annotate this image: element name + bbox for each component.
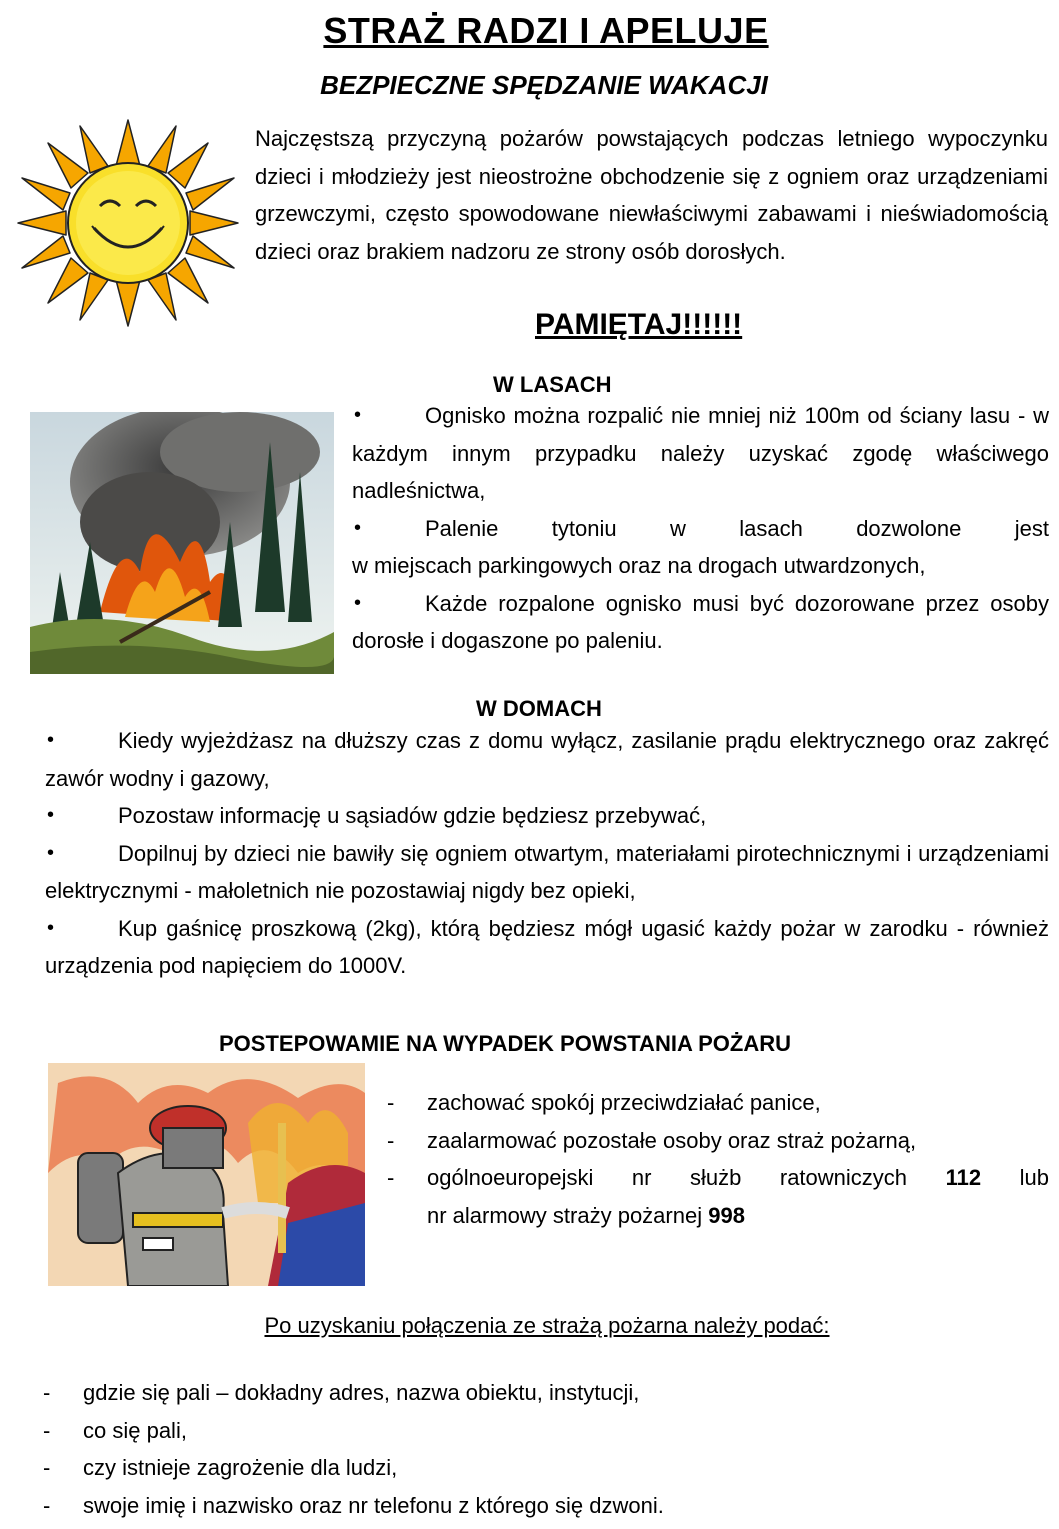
bullet-icon: •	[47, 841, 55, 864]
list-item: • Kiedy wyjeżdżasz na dłuższy czas z domu wyłącz, zasilanie prądu elektrycznego oraz zakręć zawór wodny i gazowy,	[45, 722, 1049, 797]
list-item: • Każde rozpalone ognisko musi być dozorowane przez osoby dorosłe i dogaszone po paleniu.	[352, 585, 1049, 660]
dash-icon: -	[43, 1492, 51, 1518]
list-item: - zachować spokój przeciwdziałać panice,	[387, 1084, 1049, 1122]
bullet-icon: •	[47, 804, 55, 826]
dash-icon: -	[43, 1380, 51, 1405]
list-item: • Pozostaw informację u sąsiadów gdzie będziesz przebywać,	[45, 797, 1049, 835]
list-item-continuation: w miejscach parkingowych oraz na drogach utwardzonych,	[352, 553, 926, 578]
fire-number: 998	[708, 1202, 745, 1228]
forests-heading: W LASACH	[493, 372, 612, 397]
list-item: - gdzie się pali – dokładny adres, nazwa obiektu, instytucji,	[43, 1374, 1043, 1412]
firefighter-painting	[48, 1063, 365, 1286]
remember-heading: PAMIĘTAJ!!!!!!	[535, 308, 743, 341]
list-item: • Palenie tytoniu w lasach dozwolone jest	[352, 510, 1049, 548]
emergency-prefix: ogólnoeuropejski nr służb ratowniczych	[427, 1165, 908, 1190]
bullet-icon: •	[47, 729, 55, 751]
dash-icon: -	[387, 1127, 395, 1153]
dash-icon: -	[387, 1090, 395, 1115]
homes-heading: W DOMACH	[476, 696, 602, 721]
list-item: • Dopilnuj by dzieci nie bawiły się ogniem otwartym, materiałami pirotechnicznymi i urządzeniami elektrycznymi - małoletnich nie pozostawiaj nigdy bez opieki,	[45, 835, 1049, 910]
list-item: • Ognisko można rozpalić nie mniej niż 100m od ściany lasu - w każdym innym przypadku należy uzyskać zgodę właściwego nadleśnictwa,	[352, 397, 1049, 510]
list-item: - czy istnieje zagrożenie dla ludzi,	[43, 1449, 1043, 1487]
dash-icon: -	[387, 1165, 395, 1190]
bullet-icon: •	[354, 404, 362, 426]
homes-list	[45, 722, 1049, 985]
list-item: - ogólnoeuropejski nr służb ratowniczych 112 lub nr alarmowy straży pożarnej 998	[387, 1159, 1049, 1234]
call-info-list	[43, 1374, 1043, 1524]
bullet-icon: •	[354, 516, 362, 539]
page-subtitle: BEZPIECZNE SPĘDZANIE WAKACJI	[320, 70, 768, 100]
list-item: - zaalarmować pozostałe osoby oraz straż pożarną,	[387, 1122, 1049, 1160]
procedure-heading: POSTEPOWAMIE NA WYPADEK POWSTANIA POŻARU	[219, 1031, 792, 1056]
list-item: - co się pali,	[43, 1412, 1043, 1450]
bullet-icon: •	[354, 591, 362, 614]
list-item: • Kup gaśnicę proszkową (2kg), którą będziesz mógł ugasić każdy pożar w zarodku - również urządzenia pod napięciem do 1000V.	[45, 910, 1049, 985]
list-item: - swoje imię i nazwisko oraz nr telefonu z którego się dzwoni.	[43, 1487, 1043, 1525]
dash-icon: -	[43, 1455, 51, 1480]
bullet-icon: •	[47, 916, 55, 939]
dash-icon: -	[43, 1417, 51, 1443]
smiling-sun-icon	[8, 118, 248, 328]
intro-paragraph: Najczęstszą przyczyną pożarów powstających podczas letniego wypoczynku dzieci i młodzieży jest nieostrożne obchodzenie się z ogniem oraz urządzeniami grzewczymi, często spowodowane niewłaściwymi zabawami i nieświadomością dzieci oraz brakiem nadzoru ze strony osób dorosłych.	[255, 126, 1048, 264]
call-info-heading: Po uzyskaniu połączenia ze strażą pożarna należy podać:	[264, 1313, 830, 1338]
procedure-list	[387, 1084, 1049, 1234]
forest-fire-painting	[30, 412, 334, 674]
forests-list	[352, 397, 1049, 660]
page-title: STRAŻ RADZI I APELUJE	[323, 10, 769, 51]
emergency-number: 112	[945, 1165, 982, 1190]
